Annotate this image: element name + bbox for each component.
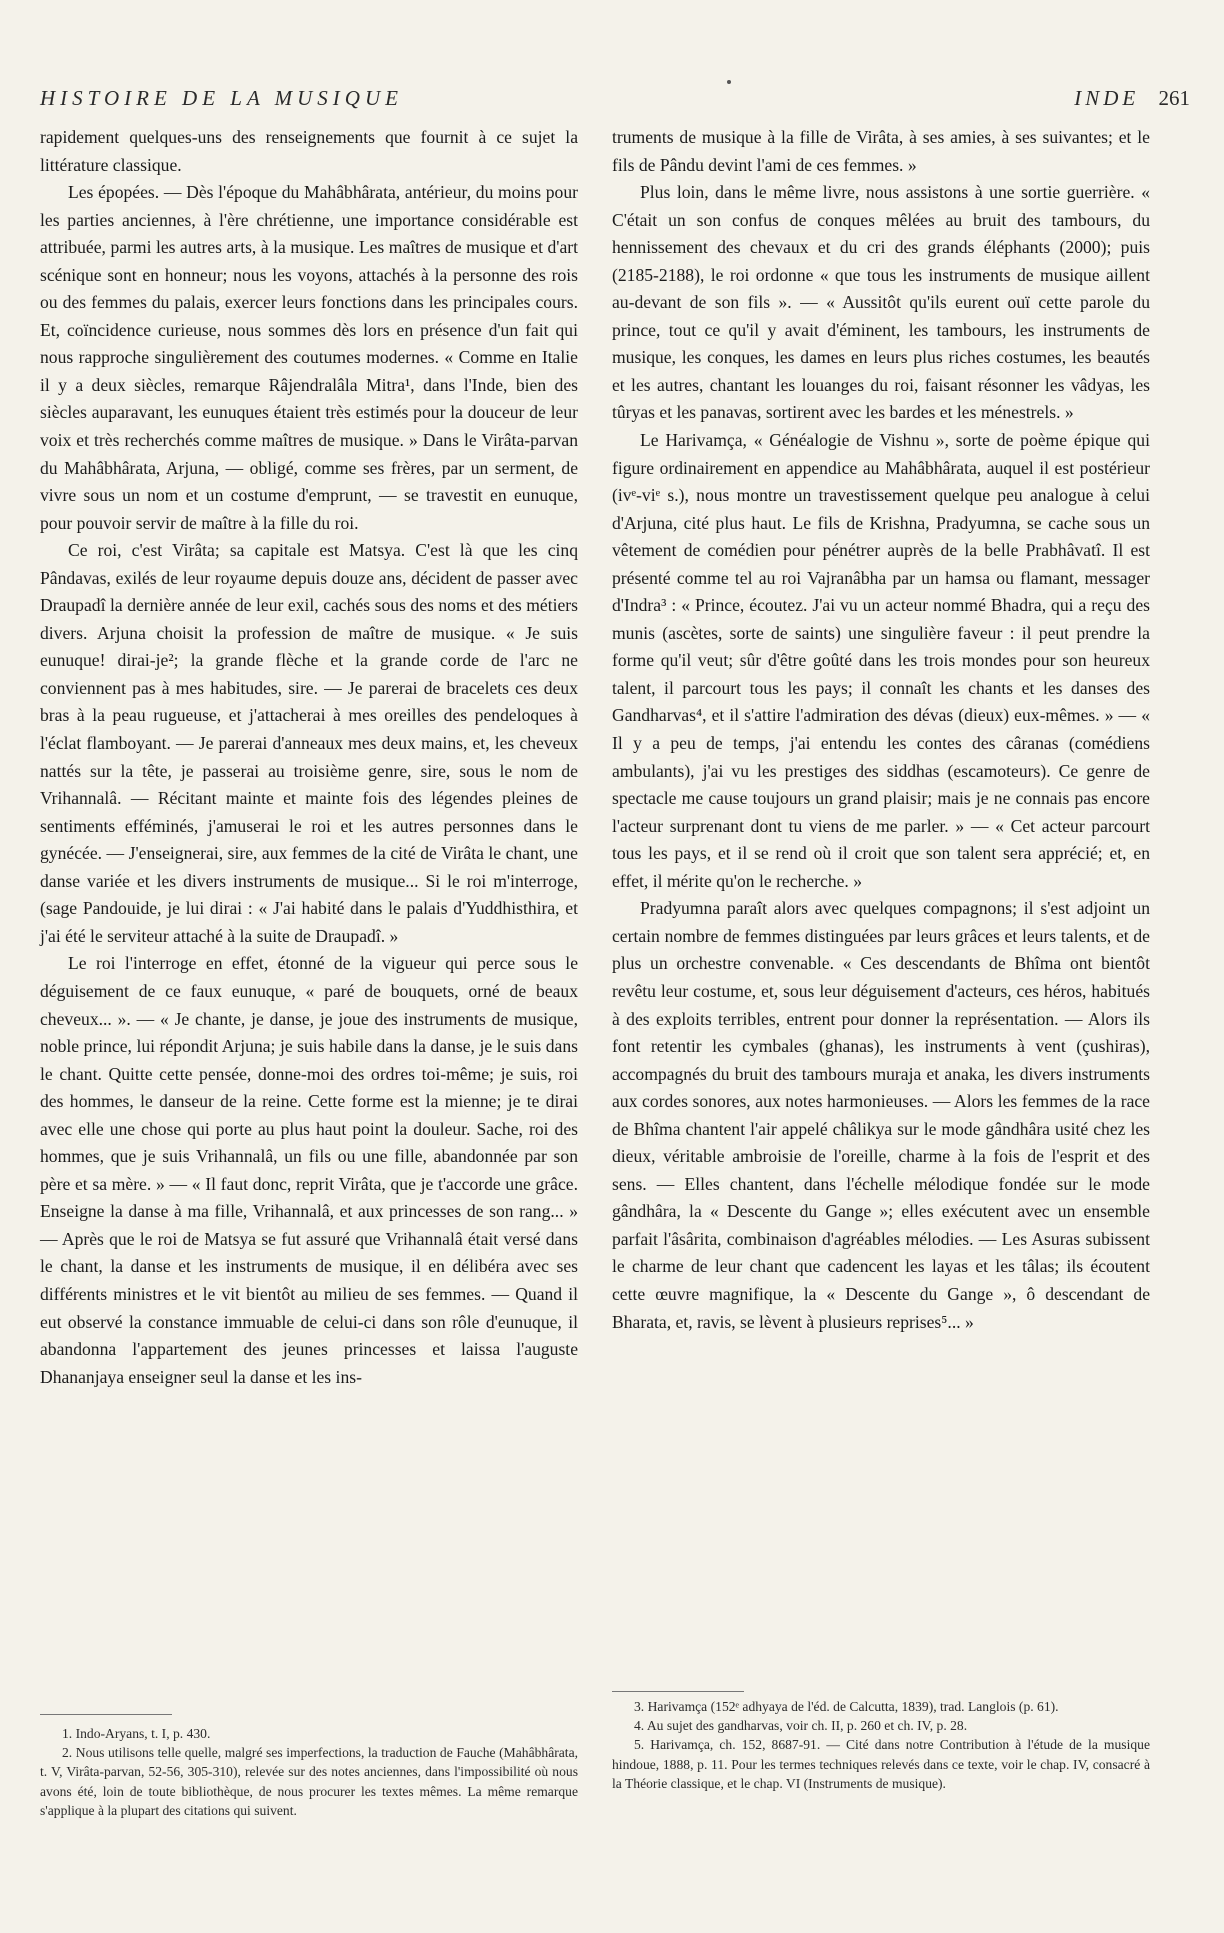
footnote-divider xyxy=(40,1714,172,1715)
right-column xyxy=(612,124,1150,1336)
footnote: 2. Nous utilisons telle quelle, malgré ses imperfections, la traduction de Fauche (Mahâbhârata, t. V, Virâta-parvan, 52-56, 305-310), relevée sur des notes anciennes, dans l'impossibilité où nous avons été, loin de toute bibliothèque, de nous procurer les textes mêmes. La même remarque s'applique à la plupart des citations qui suivent. xyxy=(40,1745,578,1818)
section-name: INDE xyxy=(1074,86,1140,110)
paragraph: rapidement quelques-uns des renseignements que fournit à ce sujet la littérature classique. xyxy=(40,127,578,175)
paragraph: Ce roi, c'est Virâta; sa capitale est Matsya. C'est là que les cinq Pândavas, exilés de leur royaume depuis douze ans, décident de passer avec Draupadî la dernière année de leur exil, cachés sous des noms et des métiers divers. Arjuna choisit la profession de maître de musique. « Je suis eunuque! dirai-je²; la grande flèche et la grande corde de l'arc ne conviennent pas à mes habitudes, sire. — Je parerai de bracelets ces deux bras à la peau rugueuse, et j'attacherai à mes oreilles des pendeloques à l'éclat flamboyant. — Je parerai d'anneaux mes deux mains, et, les cheveux nattés sur la tête, je passerai au troisième genre, sire, sous le nom de Vrihannalâ. — Récitant mainte et mainte fois des légendes pleines de sentiments efféminés, j'amuserai le roi et les autres personnes dans le gynécée. — J'enseignerai, sire, aux femmes de la cité de Virâta le chant, une danse variée et les divers instruments de musique... Si le roi m'interroge, (sage Pandouide, je lui dirai : « J'ai habité dans le palais d'Yuddhisthira, et j'ai été le serviteur attaché à la suite de Draupadî. » xyxy=(40,540,578,946)
book-title-header: HISTOIRE DE LA MUSIQUE xyxy=(40,86,403,110)
paragraph: Pradyumna paraît alors avec quelques compagnons; il s'est adjoint un certain nombre de femmes distinguées par leurs grâces et leurs talents, et de plus un orchestre convenable. « Ces descendants de Bhîma ont bientôt revêtu leur costume, et, sous leur déguisement d'acteurs, ces héros, habitués à des exploits terribles, entrent pour donner la représentation. — Alors ils font retentir les cymbales (ghanas), les instruments à vent (çushiras), accompagnés du bruit des tambours muraja et anaka, les divers instruments aux cordes sonores, aux notes harmonieuses. — Alors les femmes de la race de Bhîma chantent l'air appelé châlikya sur le mode gândhâra usité chez les dieux, véritable ambroisie de l'oreille, charme à la fois de l'esprit et des sens. — Elles chantent, dans l'échelle mélodique fondée sur le mode gândhâra, la « Descente du Gange »; elles exécutent avec un ensemble parfait l'âsârita, combinaison d'agréables mélodies. — Les Asuras subissent le charme de leur chant que cadencent les layas et les tâlas; ils écoutent cette œuvre magnifique, la « Descente du Gange », ô descendant de Bharata, et, ravis, se lèvent à plusieurs reprises⁵... » xyxy=(612,898,1150,1332)
footnote: 1. Indo-Aryans, t. I, p. 430. xyxy=(62,1726,211,1741)
footnotes-right xyxy=(612,1697,1150,1793)
paragraph: Le roi l'interroge en effet, étonné de la vigueur qui perce sous le déguisement de ce faux eunuque, « paré de bouquets, orné de beaux cheveux... ». — « Je chante, je danse, je joue des instruments de musique, noble prince, lui répondit Arjuna; je suis habile dans la danse, je le suis dans le chant. Quitte cette pensée, donne-moi des ordres toi-même; je suis, roi des hommes, le danseur de la reine. Cette forme est la mienne; je te dirai avec elle une chose qui porte au plus haut point la douleur. Sache, roi des hommes, que je suis Vrihannalâ, un fils ou une fille, abandonnée par son père et sa mère. » — « Il faut donc, reprit Virâta, que je t'accorde une grâce. Enseigne la danse à ma fille, Vrihannalâ, et aux princesses de son rang... » — Après que le roi de Matsya se fut assuré que Vrihannalâ était versé dans le chant, la danse et les instruments de musique, il en délibéra avec ses différents ministres et le vit bientôt au milieu de ses femmes. — Quand il eut observé la constance immuable de celui-ci dans son rôle d'eunuque, il abandonna l'appartement des jeunes princesses et laissa l'auguste Dhananjaya enseigner seul la danse et les ins- xyxy=(40,953,578,1387)
paragraph: Plus loin, dans le même livre, nous assistons à une sortie guerrière. « C'était un son confus de conques mêlées au bruit des tambours, du hennissement des chevaux et du cri des grands éléphants (2000); puis (2185-2188), le roi ordonne « que tous les instruments de musique aillent au-devant de son fils ». — « Aussitôt qu'ils eurent ouï cette parole du prince, tout ce qu'il y avait d'éminent, les tambours, les instruments de musique, les conques, les dames en leurs plus riches costumes, les beautés et les autres, chantant les louanges du roi, faisant résonner les vâdyas, les tûryas et les panavas, sortirent avec les bardes et les ménestrels. » xyxy=(612,182,1150,423)
print-speck xyxy=(727,80,731,84)
page-number: 261 xyxy=(1158,86,1190,110)
footnote: 3. Harivamça (152ᵉ adhyaya de l'éd. de Calcutta, 1839), trad. Langlois (p. 61). xyxy=(634,1699,1059,1714)
paragraph: Le Harivamça, « Généalogie de Vishnu », sorte de poème épique qui figure ordinairement en appendice au Mahâbhârata, auquel il est postérieur (ivᵉ-viᵉ s.), nous montre un travestissement quelque peu analogue à celui d'Arjuna, cité plus haut. Le fils de Krishna, Pradyumna, se cache sous un vêtement de comédien pour pénétrer auprès de la belle Prabhâvatî. Il est présenté comme tel au roi Vajranâbha par un hamsa ou flamant, messager d'Indra³ : « Prince, écoutez. J'ai vu un acteur nommé Bhadra, qui a reçu des munis (ascètes, sorte de saints) une singulière faveur : il peut prendre la forme qu'il veut; sûr d'être goûté dans les trois mondes pour son heureux talent, il parcourt tous les pays; il connaît les chants et les danses des Gandharvas⁴, et il s'attire l'admiration des dévas (dieux) eux-mêmes. » — « Il y a peu de temps, j'ai entendu les contes des câranas (comédiens ambulants), j'ai vu les prestiges des siddhas (escamoteurs). Ce genre de spectacle me cause toujours un grand plaisir; mais je ne connais pas encore l'acteur surprenant dont tu viens de me parler. » — « Cet acteur parcourt tous les pays, et il se rend où il croit que son talent sera apprécié; et, en effet, il mérite qu'on le recherche. » xyxy=(612,430,1150,891)
footnote: 4. Au sujet des gandharvas, voir ch. II, p. 260 et ch. IV, p. 28. xyxy=(634,1718,968,1734)
running-header xyxy=(40,86,1190,116)
left-column xyxy=(40,124,578,1391)
footnote: 5. Harivamça, ch. 152, 8687-91. — Cité dans notre Contribution à l'étude de la musique hindoue, 1888, p. 11. Pour les termes techniques relevés dans ce texte, voir le chap. IV, consacré à la Théorie classique, et le chap. VI (Instruments de musique). xyxy=(612,1737,1150,1791)
paragraph: truments de musique à la fille de Virâta, à ses amies, à ses suivantes; et le fils de Pându devint l'ami de ces femmes. » xyxy=(612,127,1150,175)
footnote-divider xyxy=(612,1691,744,1692)
paragraph: Les épopées. — Dès l'époque du Mahâbhârata, antérieur, du moins pour les parties anciennes, à l'ère chrétienne, une importance considérable est attribuée, parmi les autres arts, à la musique. Les maîtres de musique et d'art scénique sont en honneur; nous les voyons, attachés à la personne des rois ou des femmes du palais, exercer leurs fonctions dans les principales cours. Et, coïncidence curieuse, nous sommes dès lors en présence d'un fait qui nous rapproche singulièrement des coutumes modernes. « Comme en Italie il y a deux siècles, remarque Râjendralâla Mitra¹, dans l'Inde, bien des siècles auparavant, les eunuques étaient très estimés pour la douceur de leur voix et très recherchés comme maîtres de musique. » Dans le Virâta-parvan du Mahâbhârata, Arjuna, — obligé, comme ses frères, par un serment, de vivre sous un nom et un costume d'emprunt, — se travestit en eunuque, pour pouvoir servir de maître à la fille du roi. xyxy=(40,182,578,533)
footnotes-left xyxy=(40,1724,578,1820)
section-header xyxy=(1074,86,1190,111)
